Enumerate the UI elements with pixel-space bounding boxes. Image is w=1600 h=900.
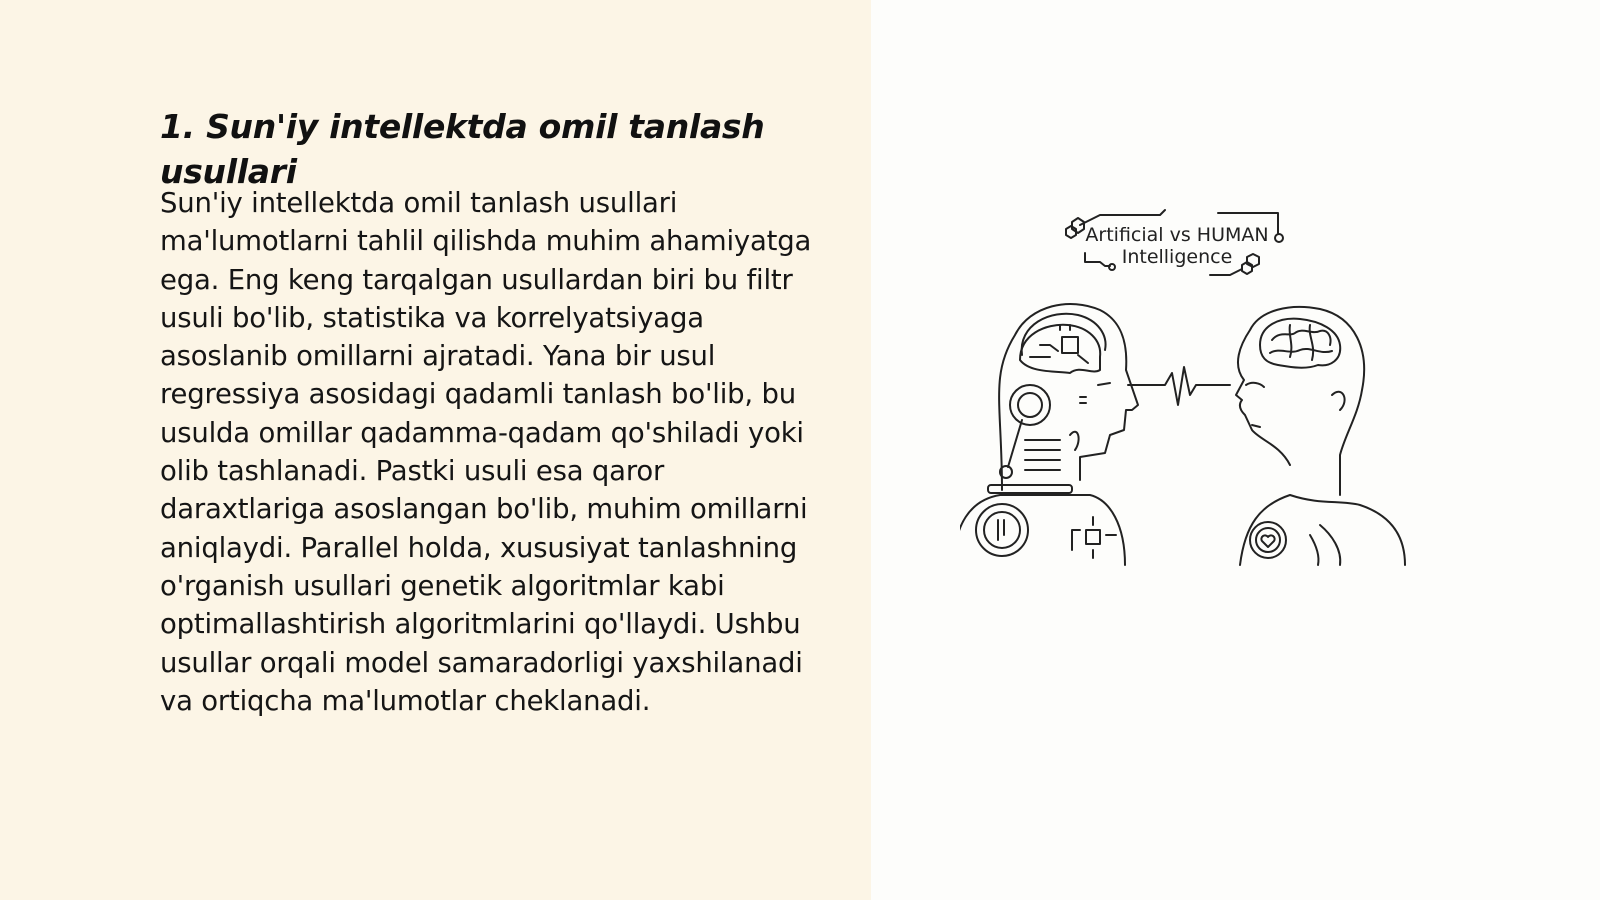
illustration-title-line1: Artificial vs HUMAN bbox=[1085, 224, 1269, 246]
ai-vs-human-illustration bbox=[960, 205, 1440, 590]
robot-head-icon bbox=[960, 304, 1138, 565]
brainwave-line-icon bbox=[1128, 367, 1230, 405]
slide-title: 1. Sun'iy intellektda omil tanlash usullari bbox=[160, 107, 765, 191]
illustration-title-line2: Intelligence bbox=[1121, 246, 1233, 268]
slide-body-text: Sun'iy intellektda omil tanlash usullari ma'lumotlarni tahlil qilishda muhim ahamiyatga ega. Eng keng tarqalgan usullardan biri bu filtr usuli bo'lib, statistika va korrelyatsiyaga asoslanib omillarni ajratadi. Yana bir usul regressiya asosidagi qadamli tanlash bo'lib, bu usulda omillar qadamma-qadam qo'shiladi yoki olib tashlanadi. Pastki usuli esa qaror daraxtlariga asoslangan bo'lib, muhim omillarni aniqlaydi. Parallel holda, xususiyat tanlashning o'rganish usullari genetik algoritmlar kabi optimallashtirish algoritmlarini qo'llaydi. Ushbu usullar orqali model samaradorligi yaxshilanadi va ortiqcha ma'lumotlar cheklanadi. bbox=[160, 187, 812, 717]
human-head-icon bbox=[1236, 307, 1405, 565]
